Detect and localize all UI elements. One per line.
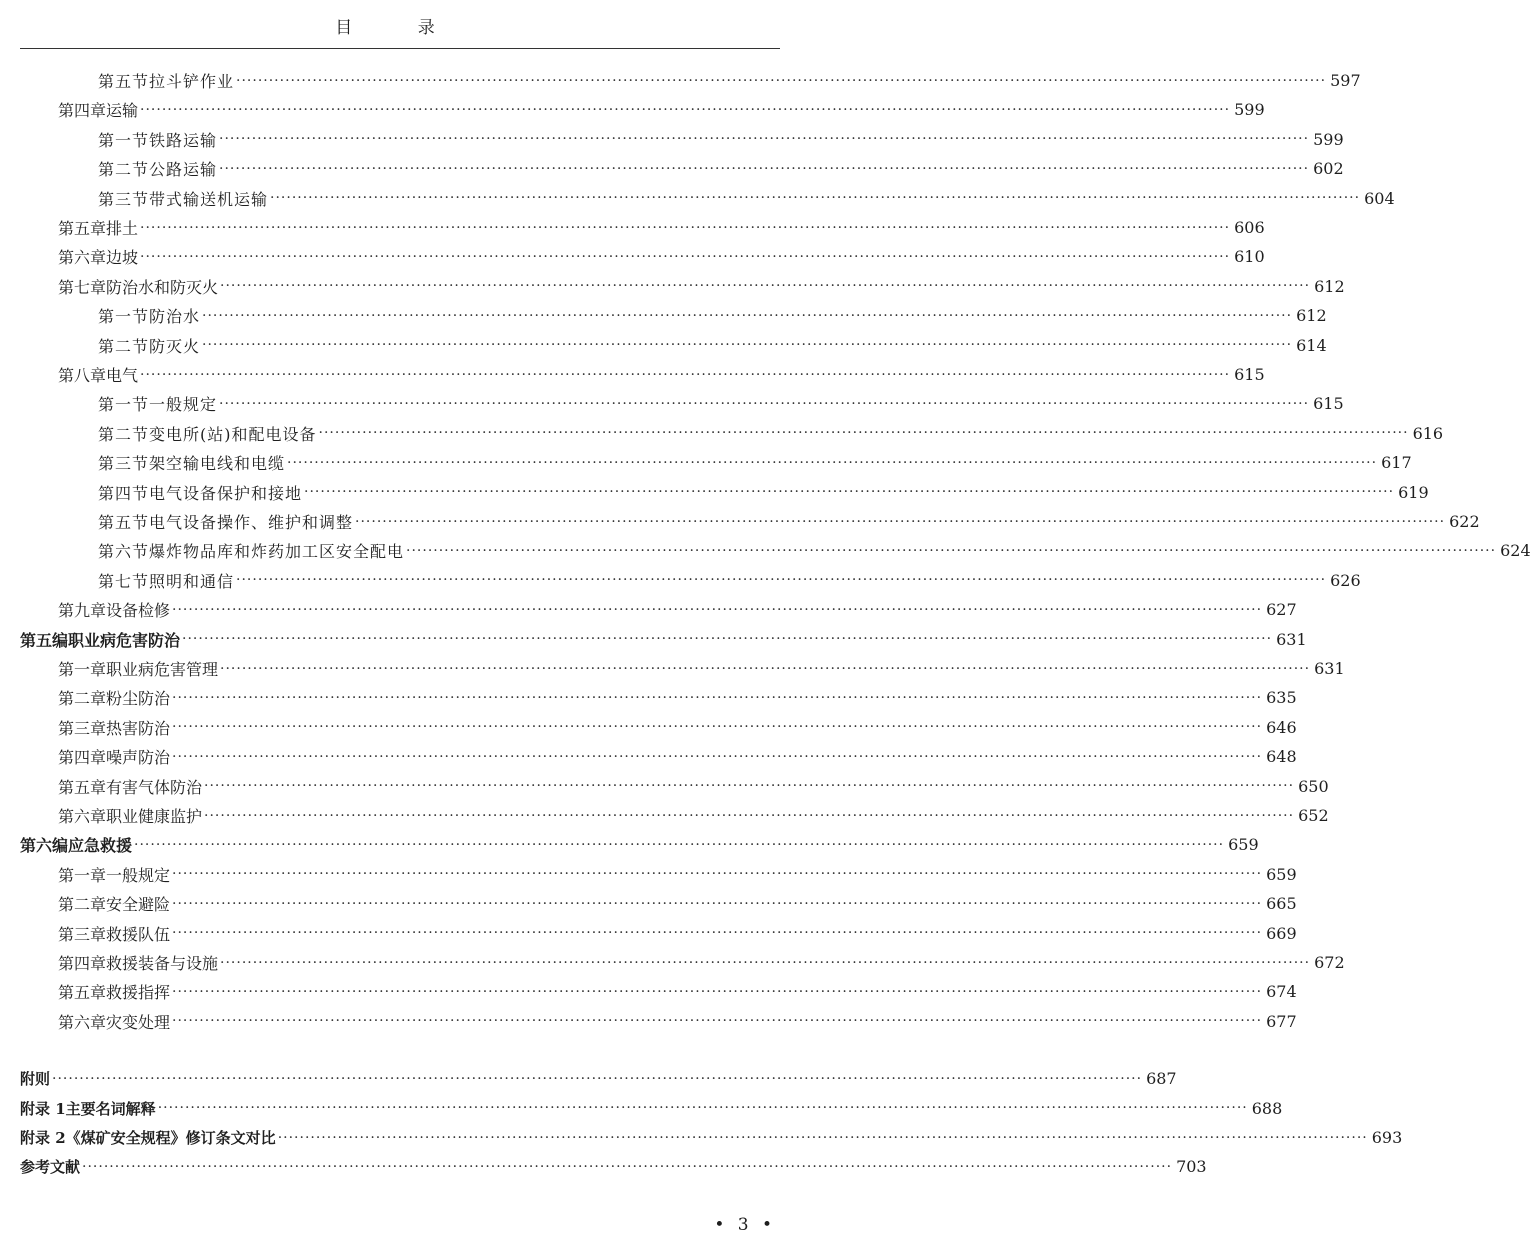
toc-entry[interactable]: [58, 360, 1265, 389]
dot-leader: ········································································································································································································: [140, 101, 1231, 118]
toc-entry-page: 665: [1266, 894, 1297, 914]
dot-leader: ········································································································································································································: [287, 454, 1378, 471]
toc-entry[interactable]: [98, 419, 1444, 448]
toc-entry-page: 619: [1398, 482, 1429, 502]
toc-entry-number: 第五章: [58, 983, 107, 1003]
toc-entry-number: 附录 1: [20, 1099, 66, 1118]
dot-leader: ········································································································································································································: [172, 748, 1263, 765]
dot-leader: ········································································································································································································: [82, 1158, 1173, 1175]
toc-entry-title: 主要名词解释: [65, 1099, 156, 1118]
running-header: [20, 14, 780, 49]
toc-entry-number: 第四节: [98, 483, 150, 503]
dot-leader: ········································································································································································································: [172, 719, 1263, 736]
toc-entry-title: 救援装备与设施: [106, 954, 219, 973]
toc-entry-title: 附则: [20, 1070, 51, 1089]
toc-entry[interactable]: [20, 1123, 1403, 1152]
toc-entry-title: 变电所(站)和配电设备: [149, 424, 317, 444]
toc-entry[interactable]: [98, 448, 1412, 477]
dot-leader: ········································································································································································································: [172, 983, 1263, 1000]
toc-entry[interactable]: [58, 95, 1265, 124]
dot-leader: ········································································································································································································: [355, 513, 1446, 530]
dot-leader: ········································································································································································································: [277, 1129, 1368, 1146]
toc-entry-number: 第五节: [98, 513, 150, 532]
toc-entry-number: 第三章: [58, 924, 107, 944]
toc-entry-title: 架空输电线和电缆: [149, 454, 286, 474]
toc-entry-title: 应急救援: [68, 836, 133, 856]
toc-entry-number: 附录 2: [20, 1129, 66, 1147]
dot-leader: ········································································································································································································: [172, 925, 1263, 942]
toc-entry-page: 610: [1234, 247, 1265, 267]
dot-leader: ········································································································································································································: [202, 307, 1293, 324]
dot-leader: ········································································································································································································: [204, 778, 1295, 795]
toc-entry-title: 边坡: [106, 248, 139, 268]
toc-entry-number: 第一章: [58, 865, 107, 885]
toc-entry-page: 631: [1314, 659, 1345, 678]
toc-entry[interactable]: [98, 301, 1327, 330]
toc-entry-title: 救援指挥: [106, 983, 171, 1003]
toc-entry-number: 第五节: [98, 72, 150, 91]
toc-entry[interactable]: [58, 1007, 1297, 1036]
toc-entry-number: 第四章: [58, 748, 107, 768]
toc-entry-number: 第八章: [58, 366, 107, 385]
dot-leader: ········································································································································································································: [270, 190, 1361, 207]
toc-entry[interactable]: [58, 919, 1297, 948]
toc-entry-page: 650: [1298, 776, 1329, 796]
toc-entry-page: 624: [1500, 541, 1531, 561]
toc-entry[interactable]: [20, 830, 1259, 859]
toc-entry-number: 第六编: [20, 836, 69, 856]
toc-entry-page: 635: [1266, 688, 1297, 708]
toc-entry-number: 第六章: [58, 807, 107, 826]
dot-leader: ········································································································································································································: [220, 278, 1311, 295]
toc-entry[interactable]: [58, 213, 1265, 242]
toc-entry-title: 公路运输: [149, 160, 218, 180]
toc-entry[interactable]: [58, 801, 1329, 830]
toc-entry-title: 安全避险: [106, 895, 171, 915]
toc-entry[interactable]: [98, 331, 1327, 360]
toc-entry-number: 第九章: [58, 601, 107, 621]
toc-entry[interactable]: [98, 389, 1344, 418]
toc-entry-page: 648: [1266, 747, 1297, 767]
dot-leader: ········································································································································································································: [304, 484, 1395, 501]
toc-entry-number: 第六章: [58, 1012, 107, 1032]
toc-entry-number: 第二章: [58, 689, 107, 709]
toc-entry[interactable]: [20, 1094, 1283, 1123]
toc-entry-page: 672: [1314, 953, 1345, 972]
toc-entry[interactable]: [58, 772, 1329, 801]
header-title: 目 录: [335, 18, 465, 38]
toc-entry[interactable]: [20, 1064, 1177, 1093]
dot-leader: ········································································································································································································: [140, 248, 1231, 265]
toc-entry[interactable]: [58, 860, 1297, 889]
page-number: • 3 •: [714, 1215, 776, 1235]
dot-leader: ········································································································································································································: [220, 954, 1311, 971]
toc-entry-number: 第五编: [20, 630, 69, 650]
toc-entry[interactable]: [98, 154, 1344, 183]
dot-leader: ········································································································································································································: [172, 866, 1263, 883]
toc-entry-page: 693: [1371, 1128, 1403, 1147]
toc-entry-title: 热害防治: [106, 718, 171, 738]
toc-entry[interactable]: [58, 889, 1297, 918]
toc-entry[interactable]: [98, 536, 1531, 565]
dot-leader: ········································································································································································································: [140, 219, 1231, 236]
toc-entry[interactable]: [58, 242, 1265, 271]
toc-entry-number: 第五章: [58, 219, 107, 238]
dot-leader: ········································································································································································································: [219, 131, 1310, 148]
toc-entry-title: 防治水和防灭火: [106, 277, 219, 297]
toc-entry-title: 参考文献: [20, 1158, 81, 1177]
dot-leader: ········································································································································································································: [236, 572, 1327, 589]
toc-entry-title: 职业健康监护: [106, 807, 203, 826]
toc-entry-title: 灾变处理: [106, 1012, 171, 1032]
toc-entry-number: 第七章: [58, 277, 107, 297]
toc-entry-number: 第二节: [98, 424, 150, 444]
toc-entry-title: 防灭火: [149, 336, 201, 356]
toc-entry-title: 运输: [106, 101, 139, 121]
toc-entry[interactable]: [98, 184, 1395, 213]
toc-entry-page: 631: [1276, 629, 1307, 649]
toc-entry-page: 677: [1266, 1011, 1297, 1031]
toc-entry-page: 602: [1313, 159, 1344, 179]
dot-leader: ········································································································································································································: [406, 542, 1497, 559]
dot-leader: ········································································································································································································: [172, 689, 1263, 706]
toc-entry-number: 第一节: [98, 130, 150, 150]
toc-entry-page: 703: [1176, 1157, 1207, 1177]
toc-entry-title: 一般规定: [149, 395, 218, 415]
toc-entry-title: 电气设备保护和接地: [149, 483, 303, 503]
toc-entry-number: 第三节: [98, 454, 150, 474]
toc-entry-number: 第一节: [98, 307, 150, 327]
toc-entry-number: 第三章: [58, 718, 107, 738]
toc-entry-title: 《煤矿安全规程》修订条文对比: [65, 1129, 276, 1147]
toc-entry-page: 615: [1234, 365, 1265, 384]
dot-leader: ········································································································································································································: [157, 1100, 1248, 1117]
dot-leader: ········································································································································································································: [52, 1070, 1143, 1087]
toc-entry-number: 第四章: [58, 101, 107, 121]
dot-leader: ········································································································································································································: [204, 807, 1295, 824]
toc-entry-title: 粉尘防治: [106, 689, 171, 709]
toc-entry-page: 604: [1364, 188, 1395, 208]
toc-entry-number: 第一节: [98, 395, 150, 415]
toc-entry-title: 爆炸物品库和炸药加工区安全配电: [149, 542, 405, 562]
toc-entry[interactable]: [58, 742, 1297, 771]
dot-leader: ········································································································································································································: [134, 836, 1225, 853]
toc-entry-title: 电气设备操作、维护和调整: [149, 513, 354, 532]
toc-entry[interactable]: [98, 66, 1361, 95]
toc-entry-page: 688: [1251, 1098, 1283, 1118]
dot-leader: ········································································································································································································: [236, 72, 1327, 89]
toc-entry-page: 674: [1266, 982, 1297, 1002]
toc-entry-number: 第七节: [98, 571, 150, 591]
dot-leader: ········································································································································································································: [172, 1013, 1263, 1030]
toc-entry[interactable]: [58, 654, 1345, 683]
toc-entry-title: 噪声防治: [106, 748, 171, 768]
toc-entry-number: 第六节: [98, 542, 150, 562]
dot-leader: ········································································································································································································: [202, 337, 1293, 354]
toc-entry[interactable]: [98, 507, 1480, 536]
toc-entry-page: 669: [1266, 923, 1297, 943]
toc-entry-number: 第三节: [98, 189, 150, 209]
toc-entry-title: 照明和通信: [149, 571, 235, 591]
toc-entry-page: 617: [1381, 453, 1412, 473]
toc-entry-page: 659: [1266, 864, 1297, 884]
toc-entry-number: 第二节: [98, 160, 150, 180]
toc-entry-title: 铁路运输: [149, 130, 218, 150]
toc-entry-page: 646: [1266, 717, 1297, 737]
toc-entry-title: 设备检修: [106, 601, 171, 621]
toc-entry-page: 659: [1228, 835, 1259, 855]
toc-entry-page: 612: [1314, 276, 1345, 296]
toc-entry-number: 第六章: [58, 248, 107, 268]
dot-leader: ········································································································································································································: [318, 425, 1409, 442]
toc-entry[interactable]: [58, 948, 1345, 977]
toc-entry[interactable]: [58, 977, 1297, 1006]
toc-entry-title: 排土: [106, 219, 139, 238]
toc-entry[interactable]: [20, 1152, 1207, 1181]
toc-entry-number: 第四章: [58, 954, 107, 973]
toc-entry-number: 第二节: [98, 336, 150, 356]
dot-leader: ········································································································································································································: [220, 660, 1311, 677]
toc-entry-page: 652: [1298, 806, 1329, 825]
toc-entry-page: 622: [1449, 512, 1480, 531]
toc-entry-page: 599: [1313, 129, 1344, 149]
toc-entry[interactable]: [20, 625, 1307, 654]
toc-entry[interactable]: [58, 272, 1345, 301]
toc-entry-title: 一般规定: [106, 865, 171, 885]
toc-entry-page: 687: [1146, 1069, 1177, 1089]
toc-entry-page: 612: [1296, 306, 1327, 326]
toc-entry-page: 599: [1234, 100, 1265, 120]
toc-entry-page: 606: [1234, 218, 1265, 237]
toc-entry-number: 第一章: [58, 660, 107, 679]
dot-leader: ········································································································································································································: [172, 601, 1263, 618]
toc-entry-page: 616: [1412, 423, 1444, 443]
dot-leader: ········································································································································································································: [219, 160, 1310, 177]
toc-entry[interactable]: [58, 595, 1297, 624]
dot-leader: ········································································································································································································: [140, 366, 1231, 383]
toc-entry-title: 职业病危害管理: [106, 660, 219, 679]
toc-entry-page: 615: [1313, 394, 1344, 414]
dot-leader: ········································································································································································································: [219, 395, 1310, 412]
toc-entry[interactable]: [98, 125, 1344, 154]
toc-entry-page: 597: [1330, 71, 1361, 90]
toc-entry[interactable]: [98, 478, 1429, 507]
toc-entry-title: 救援队伍: [106, 924, 171, 944]
toc-entry-page: 627: [1266, 600, 1297, 620]
toc-entry-title: 防治水: [149, 307, 201, 327]
toc-entry[interactable]: [98, 566, 1361, 595]
toc-entry-number: 第五章: [58, 777, 107, 797]
toc-entry-title: 有害气体防治: [106, 777, 203, 797]
toc-entry[interactable]: [58, 683, 1297, 712]
dot-leader: ········································································································································································································: [182, 631, 1273, 648]
toc-entry-title: 带式输送机运输: [149, 189, 269, 209]
toc-entry-page: 626: [1330, 570, 1361, 590]
toc-entry-title: 拉斗铲作业: [149, 72, 235, 91]
toc-entry-title: 电气: [106, 366, 139, 385]
dot-leader: ········································································································································································································: [172, 895, 1263, 912]
toc-entry-page: 614: [1296, 335, 1327, 355]
toc-entry[interactable]: [58, 713, 1297, 742]
toc-entry-number: 第二章: [58, 895, 107, 915]
toc-entry-title: 职业病危害防治: [68, 630, 181, 650]
